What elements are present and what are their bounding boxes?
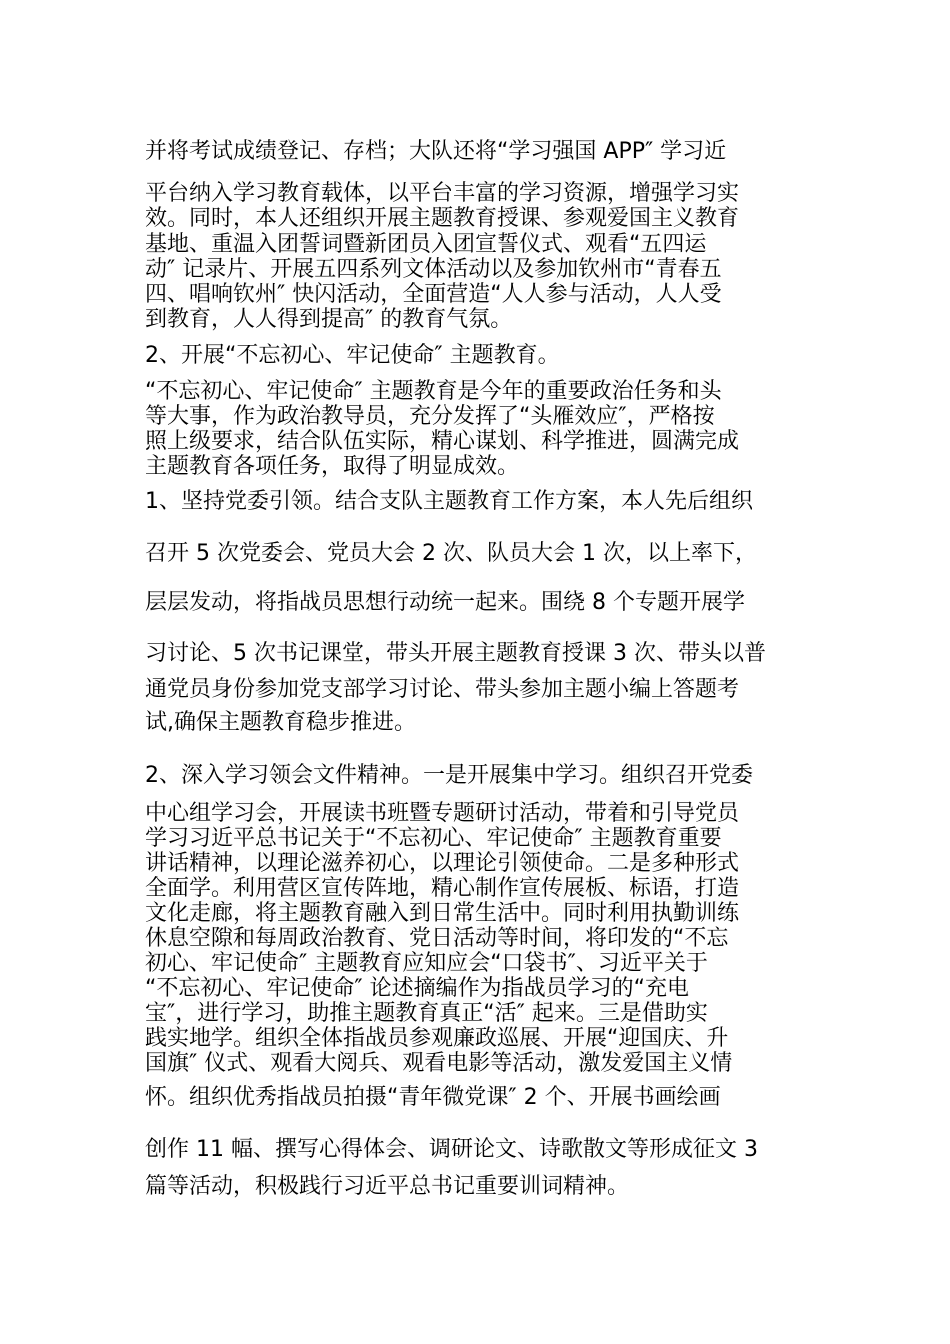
body-text-line: 到教育，人人得到提高″ 的教育气氛。 — [145, 307, 513, 332]
body-text-line: 并将考试成绩登记、存档；大队还将“学习强国 APP″ 学习近 — [145, 139, 727, 164]
body-text-line: 初心、牢记使命″ 主题教育应知应会“口袋书″、习近平关于 — [145, 951, 708, 976]
body-text-line: 中心组学习会，开展读书班暨专题研讨活动，带着和引导党员 — [145, 801, 740, 826]
body-text-line: 怀。组织优秀指战员拍摄“青年微党课″ 2 个、开展书画绘画 — [145, 1085, 721, 1110]
body-text-line: 学习习近平总书记关于“不忘初心、牢记使命″ 主题教育重要 — [145, 826, 722, 851]
body-text-line: 等大事，作为政治教导员，充分发挥了“头雁效应″，严格按 — [145, 404, 715, 429]
body-text-line: 层层发动，将指战员思想行动统一起来。围绕 8 个专题开展学 — [145, 590, 745, 615]
body-text-line: 1、坚持党委引领。结合支队主题教育工作方案，本人先后组织 — [145, 489, 753, 514]
body-text-line: 效。同时，本人还组织开展主题教育授课、参观爱国主义教育 — [145, 206, 740, 231]
body-text-line: 全面学。利用营区宣传阵地，精心制作宣传展板、标语，打造 — [145, 876, 740, 901]
body-text-line: “不忘初心、牢记使命″ 主题教育是今年的重要政治任务和头 — [145, 379, 722, 404]
body-text-line: 召开 5 次党委会、党员大会 2 次、队员大会 1 次，以上率下， — [145, 541, 757, 566]
body-text-line: 文化走廊，将主题教育融入到日常生活中。同时利用执勤训练 — [145, 901, 740, 926]
body-text-line: “不忘初心、牢记使命″ 论述摘编作为指战员学习的“充电 — [145, 976, 690, 1001]
body-text-line: 践实地学。组织全体指战员参观廉政巡展、开展“迎国庆、升 — [145, 1026, 729, 1051]
body-text-line: 动″ 记录片、开展五四系列文体活动以及参加钦州市“青春五 — [145, 257, 722, 282]
body-text-line: 篇等活动，积极践行习近平总书记重要训词精神。 — [145, 1174, 630, 1199]
body-text-line: 四、唱响钦州″ 快闪活动，全面营造“人人参与活动，人人受 — [145, 282, 722, 307]
body-text-line: 主题教育各项任务，取得了明显成效。 — [145, 454, 520, 479]
body-text-line: 习讨论、5 次书记课堂，带头开展主题教育授课 3 次、带头以普 — [145, 641, 766, 666]
body-text-line: 照上级要求，结合队伍实际，精心谋划、科学推进，圆满完成 — [145, 429, 740, 454]
body-text-line: 讲话精神，以理论滋养初心，以理论引领使命。二是多种形式 — [145, 851, 740, 876]
body-text-line: 2、深入学习领会文件精神。一是开展集中学习。组织召开党委 — [145, 763, 753, 788]
section-heading: 2、开展“不忘初心、牢记使命″ 主题教育。 — [145, 343, 560, 368]
body-text-line: 休息空隙和每周政治教育、党日活动等时间，将印发的“不忘 — [145, 926, 729, 951]
body-text-line: 基地、重温入团誓词暨新团员入团宣誓仪式、观看“五四运 — [145, 232, 707, 257]
body-text-line: 国旗″ 仪式、观看大阅兵、观看电影等活动，激发爱国主义情 — [145, 1051, 733, 1076]
body-text-line: 试,确保主题教育稳步推进。 — [145, 710, 416, 735]
body-text-line: 创作 11 幅、撰写心得体会、调研论文、诗歌散文等形成征文 3 — [145, 1137, 758, 1162]
body-text-line: 通党员身份参加党支部学习讨论、带头参加主题小编上答题考 — [145, 677, 740, 702]
body-text-line: 宝″，进行学习，助推主题教育真正“活″ 起来。三是借助实 — [145, 1001, 708, 1026]
body-text-line: 平台纳入学习教育载体，以平台丰富的学习资源，增强学习实 — [145, 181, 740, 206]
